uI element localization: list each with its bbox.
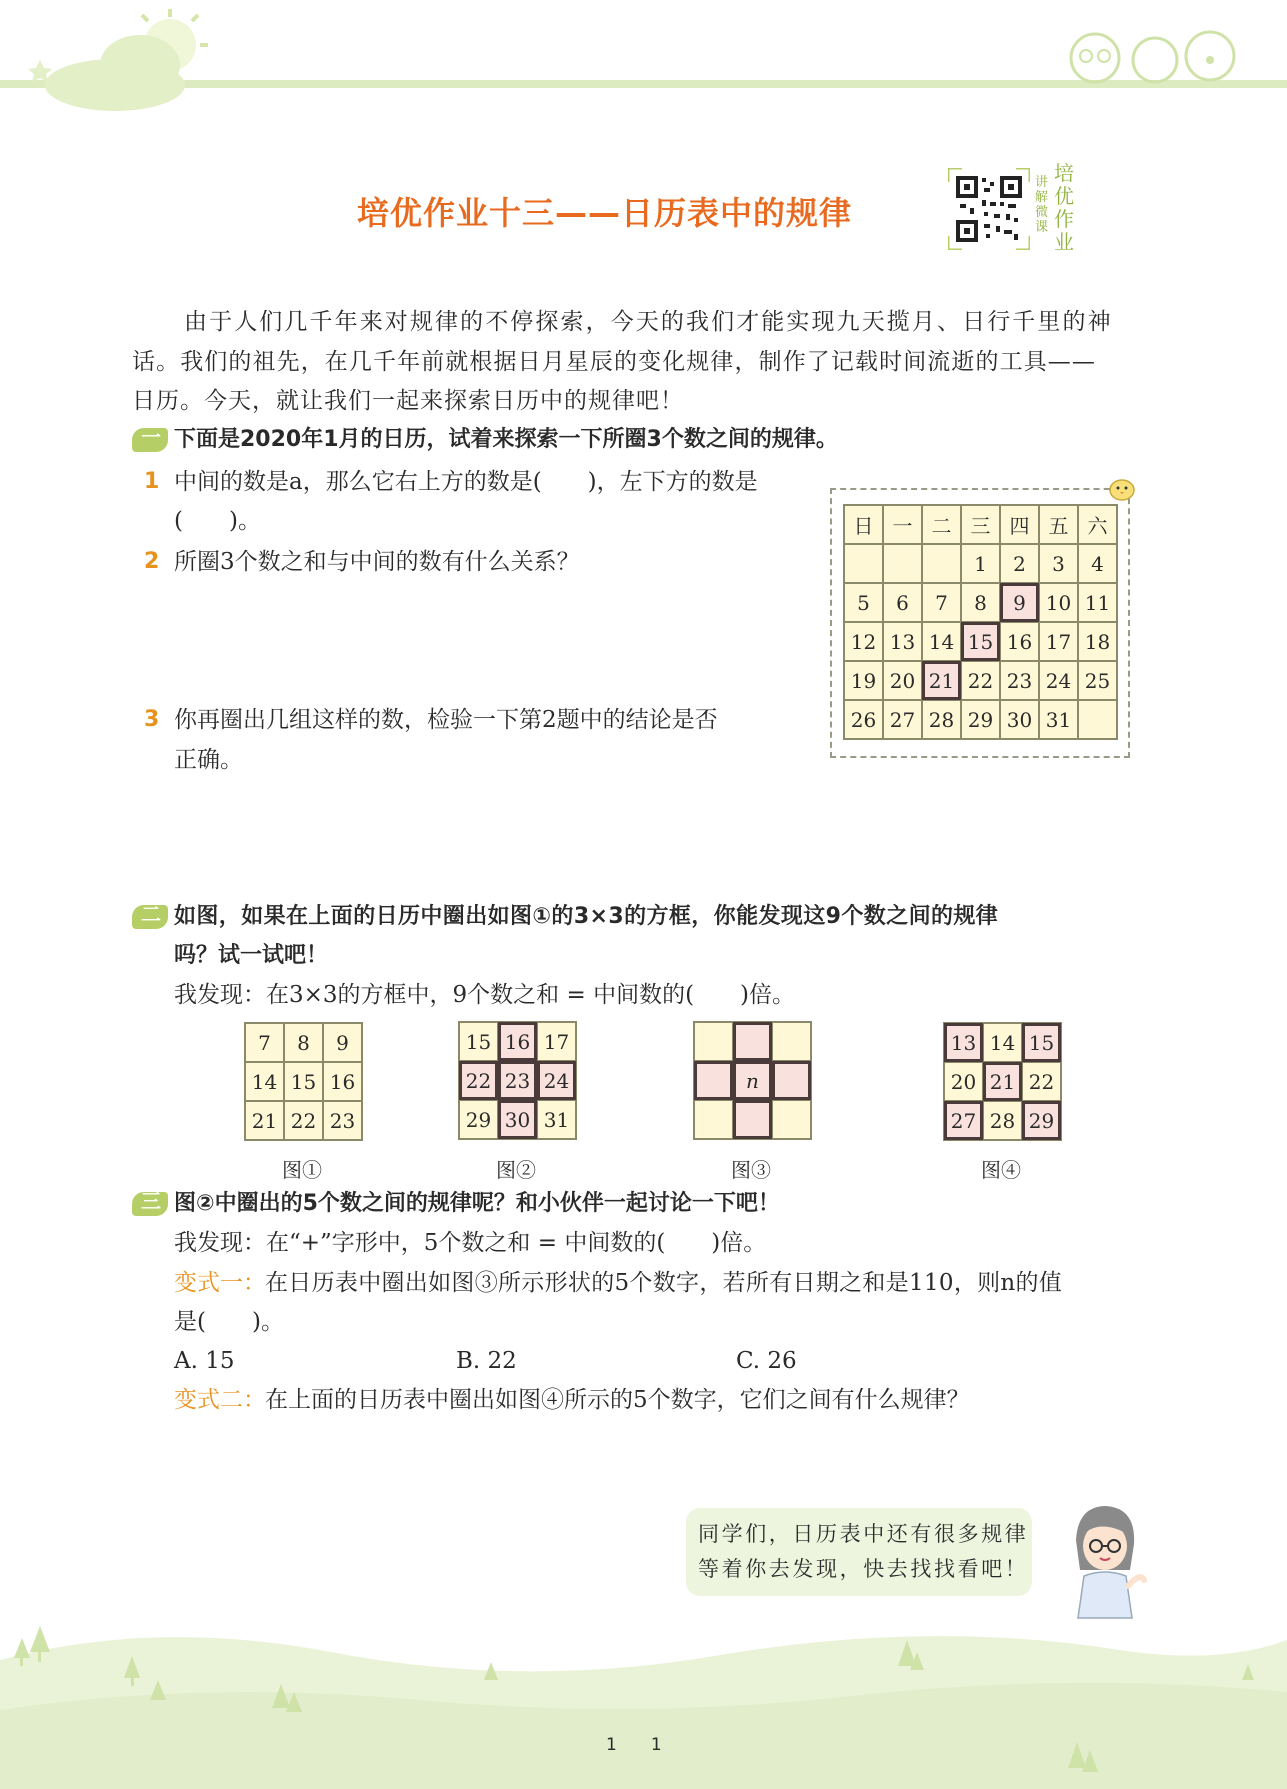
circled-date-cell: 21 — [922, 661, 961, 700]
grid-cell: 21 — [245, 1101, 284, 1140]
date-cell: 2 — [1000, 544, 1039, 583]
date-cell: 25 — [1078, 661, 1117, 700]
date-cell: 17 — [1039, 622, 1078, 661]
date-cell: 8 — [961, 583, 1000, 622]
weekday-cell: 六 — [1078, 505, 1117, 544]
date-cell: 16 — [1000, 622, 1039, 661]
date-cell: 23 — [1000, 661, 1039, 700]
calendar-row — [844, 544, 1117, 583]
date-cell — [883, 544, 922, 583]
weekday-cell: 日 — [844, 505, 883, 544]
grid-cell: 20 — [944, 1062, 983, 1101]
qr-code-icon[interactable] — [948, 168, 1030, 250]
qr-small-label: 讲 解 微 课 — [1035, 175, 1049, 235]
figure-caption: 图① — [282, 1158, 322, 1182]
intro-line: 话。我们的祖先，在几千年前就根据日月星辰的变化规律，制作了记载时间流逝的工具—— — [132, 349, 1096, 375]
finding-text: 我发现：在3×3的方框中，9个数之和 = 中间数的( )倍。 — [174, 982, 796, 1008]
grid-cell-n: n — [733, 1061, 772, 1100]
calendar-row — [844, 661, 1117, 700]
date-cell: 26 — [844, 700, 883, 739]
date-cell: 11 — [1078, 583, 1117, 622]
grid-cell — [694, 1022, 733, 1061]
question-text: 中间的数是a，那么它右上方的数是( )，左下方的数是 — [174, 469, 758, 495]
bubble-line: 同学们，日历表中还有很多规律 — [698, 1522, 1029, 1546]
calendar-row — [844, 622, 1117, 661]
question-text: ( )。 — [174, 508, 261, 534]
grid-cell — [772, 1100, 811, 1139]
option-c: C. 26 — [736, 1348, 797, 1374]
calendar-header-row — [844, 505, 1117, 544]
grid-cell: 29 — [459, 1100, 498, 1139]
grid-cell: 17 — [537, 1022, 576, 1061]
grid-cell: 21 — [983, 1062, 1022, 1101]
grid-cell: 7 — [245, 1023, 284, 1062]
option-a: A. 15 — [174, 1348, 235, 1374]
grid-cell — [733, 1022, 772, 1061]
variant-label: 变式一： — [174, 1270, 266, 1296]
figure-caption: 图③ — [731, 1158, 771, 1182]
date-cell: 14 — [922, 622, 961, 661]
date-cell: 18 — [1078, 622, 1117, 661]
grid-cell: 15 — [284, 1062, 323, 1101]
date-cell: 30 — [1000, 700, 1039, 739]
grid-cell: 31 — [537, 1100, 576, 1139]
date-cell: 4 — [1078, 544, 1117, 583]
grid-cell: 28 — [983, 1101, 1022, 1140]
intro-line: 由于人们几千年来对规律的不停探索，今天的我们才能实现九天揽月、日行千里的神 — [184, 309, 1113, 335]
grid-cell: 29 — [1022, 1101, 1061, 1140]
grid-cell — [772, 1061, 811, 1100]
date-cell: 6 — [883, 583, 922, 622]
question-text: 所圈3个数之和与中间的数有什么关系？ — [174, 549, 580, 575]
grid-cell: 24 — [537, 1061, 576, 1100]
date-cell: 31 — [1039, 700, 1078, 739]
grid-cell: 14 — [983, 1023, 1022, 1062]
figure-1-grid — [244, 1022, 363, 1141]
date-cell: 13 — [883, 622, 922, 661]
grid-cell: 23 — [498, 1061, 537, 1100]
variant-text: 在上面的日历表中圈出如图④所示的5个数字，它们之间有什么规律？ — [265, 1387, 970, 1413]
grid-cell: 22 — [1022, 1062, 1061, 1101]
animal-faces-decor — [1060, 20, 1250, 85]
date-cell: 12 — [844, 622, 883, 661]
calendar-row — [844, 583, 1117, 622]
section-badge: 三 — [132, 1192, 168, 1216]
date-cell — [844, 544, 883, 583]
variant-text: 是( )。 — [174, 1309, 284, 1335]
page-title: 培优作业十三——日历表中的规律 — [357, 194, 853, 232]
section-heading: 吗？试一试吧！ — [174, 943, 329, 968]
option-b: B. 22 — [456, 1348, 517, 1374]
figure-caption: 图② — [496, 1158, 536, 1182]
bottom-landscape-decor — [0, 1600, 1287, 1789]
cloud-sun-decor — [20, 5, 210, 115]
finding-text: 我发现：在“+”字形中，5个数之和 = 中间数的( )倍。 — [174, 1230, 767, 1256]
grid-cell: 22 — [284, 1101, 323, 1140]
figure-4-grid — [943, 1022, 1062, 1141]
grid-cell: 15 — [459, 1022, 498, 1061]
circled-date-cell: 9 — [1000, 583, 1039, 622]
intro-line: 日历。今天，就让我们一起来探索日历中的规律吧！ — [132, 388, 684, 414]
date-cell: 24 — [1039, 661, 1078, 700]
grid-cell: 14 — [245, 1062, 284, 1101]
section-badge: 一 — [132, 428, 168, 452]
grid-cell: 16 — [323, 1062, 362, 1101]
date-cell — [922, 544, 961, 583]
weekday-cell: 二 — [922, 505, 961, 544]
date-cell: 10 — [1039, 583, 1078, 622]
grid-cell — [694, 1061, 733, 1100]
question-number: 1 — [144, 469, 160, 494]
variant-text: 在日历表中圈出如图③所示形状的5个数字，若所有日期之和是110，则n的值 — [265, 1270, 1063, 1296]
date-cell: 3 — [1039, 544, 1078, 583]
date-cell — [1078, 700, 1117, 739]
weekday-cell: 四 — [1000, 505, 1039, 544]
grid-cell: 23 — [323, 1101, 362, 1140]
variant-label: 变式二： — [174, 1387, 266, 1413]
grid-cell: 16 — [498, 1022, 537, 1061]
grid-cell — [772, 1022, 811, 1061]
weekday-cell: 三 — [961, 505, 1000, 544]
figure-2-grid — [458, 1021, 577, 1140]
calendar-row — [844, 700, 1117, 739]
date-cell: 5 — [844, 583, 883, 622]
date-cell: 29 — [961, 700, 1000, 739]
date-cell: 27 — [883, 700, 922, 739]
section-badge: 二 — [132, 905, 168, 929]
grid-cell: 27 — [944, 1101, 983, 1140]
weekday-cell: 一 — [883, 505, 922, 544]
date-cell: 28 — [922, 700, 961, 739]
grid-cell: 8 — [284, 1023, 323, 1062]
date-cell: 19 — [844, 661, 883, 700]
grid-cell: 9 — [323, 1023, 362, 1062]
figure-3-grid — [693, 1021, 812, 1140]
grid-cell — [733, 1100, 772, 1139]
section-heading: 下面是2020年1月的日历，试着来探索一下所圈3个数之间的规律。 — [174, 427, 838, 452]
section-heading: 如图，如果在上面的日历中圈出如图①的3×3的方框，你能发现这9个数之间的规律 — [174, 904, 999, 929]
section-heading: 图②中圈出的5个数之间的规律呢？和小伙伴一起讨论一下吧！ — [174, 1191, 780, 1216]
question-text: 正确。 — [174, 747, 243, 773]
question-number: 2 — [144, 549, 160, 574]
qr-side-label: 培 优 作 业 — [1054, 161, 1074, 254]
grid-cell: 30 — [498, 1100, 537, 1139]
date-cell: 20 — [883, 661, 922, 700]
chick-icon — [1108, 474, 1136, 502]
date-cell: 22 — [961, 661, 1000, 700]
calendar-table — [843, 504, 1118, 740]
grid-cell: 22 — [459, 1061, 498, 1100]
grid-cell: 13 — [944, 1023, 983, 1062]
question-text: 你再圈出几组这样的数，检验一下第2题中的结论是否 — [174, 707, 718, 733]
page-number: 1 1 — [606, 1735, 662, 1755]
date-cell: 7 — [922, 583, 961, 622]
grid-cell — [694, 1100, 733, 1139]
weekday-cell: 五 — [1039, 505, 1078, 544]
grid-cell: 15 — [1022, 1023, 1061, 1062]
date-cell: 1 — [961, 544, 1000, 583]
figure-caption: 图④ — [981, 1158, 1021, 1182]
circled-date-cell: 15 — [961, 622, 1000, 661]
question-number: 3 — [144, 707, 160, 732]
bubble-line: 等着你去发现，快去找找看吧！ — [698, 1557, 1029, 1581]
